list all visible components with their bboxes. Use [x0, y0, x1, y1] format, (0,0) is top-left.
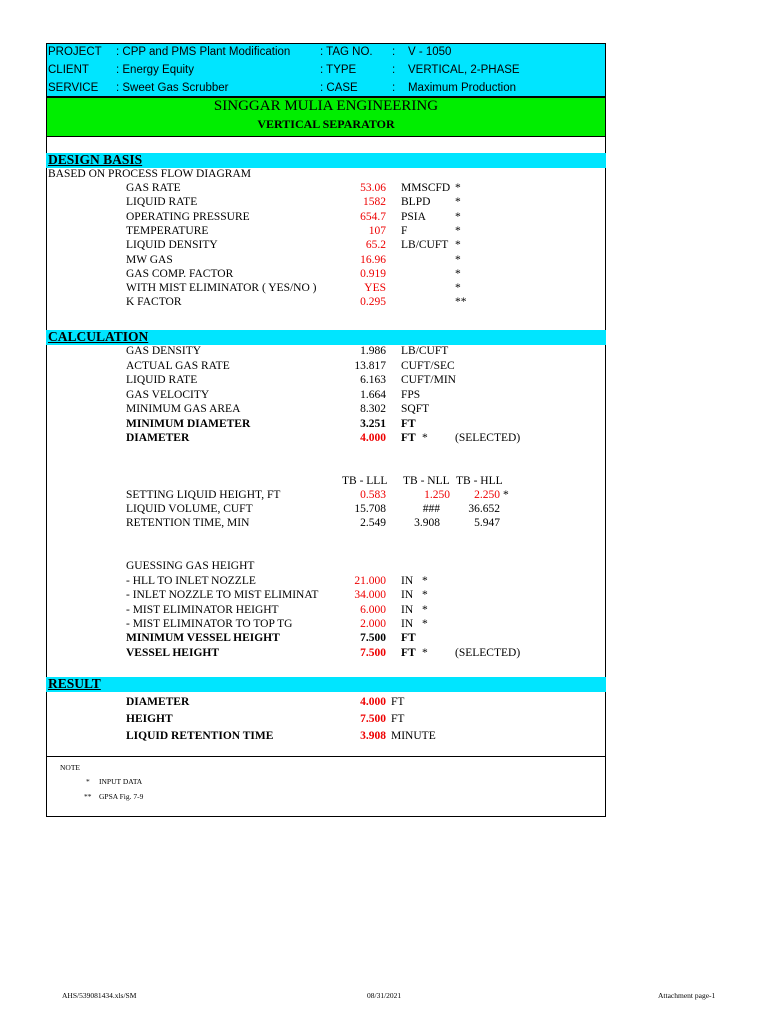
company-name: SINGGAR MULIA ENGINEERING	[213, 98, 439, 114]
retention-time-label: RETENTION TIME, MIN	[126, 517, 250, 529]
design-basis-input-value[interactable]: YES	[364, 282, 386, 295]
project-label: PROJECT	[48, 46, 102, 58]
calculation-label: GAS DENSITY	[126, 345, 202, 357]
diameter-unit: FT	[401, 432, 416, 444]
design-basis-input-value[interactable]: 0.295	[360, 296, 386, 309]
design-basis-label: LIQUID RATE	[126, 196, 198, 209]
guessing-gas-height-heading: GUESSING GAS HEIGHT	[126, 560, 255, 572]
design-basis-input-mark: *	[455, 196, 461, 209]
service-label: SERVICE	[48, 82, 99, 94]
gas-height-unit: IN	[401, 575, 414, 587]
setting-lll-value[interactable]: 0.583	[360, 489, 386, 501]
result-band	[46, 677, 606, 692]
vessel-height-label: VESSEL HEIGHT	[126, 647, 219, 659]
diameter-selected-note: (SELECTED)	[455, 432, 521, 444]
design-basis-unit: MMSCFD	[401, 182, 451, 194]
footer-file-ref: AHS/539081434.xls/SM	[62, 991, 137, 1000]
calculation-unit: CUFT/MIN	[401, 374, 456, 387]
vessel-height-mark: *	[422, 647, 428, 659]
calculation-label: MINIMUM GAS AREA	[126, 403, 241, 416]
case-label: : CASE	[320, 82, 358, 94]
service-value: : Sweet Gas Scrubber	[116, 82, 229, 94]
design-basis-label: GAS RATE	[126, 182, 181, 194]
result-label: LIQUID RETENTION TIME	[126, 730, 274, 742]
client-label: CLIENT	[48, 64, 89, 76]
design-basis-unit: BLPD	[401, 196, 431, 209]
vessel-height-value[interactable]: 7.500	[360, 647, 386, 659]
result-label: HEIGHT	[126, 713, 173, 725]
result-unit: MINUTE	[391, 730, 436, 742]
design-basis-input-value[interactable]: 53.06	[360, 182, 386, 194]
result-value: 4.000	[360, 696, 386, 708]
gas-height-unit: IN	[401, 603, 414, 616]
calculation-heading: CALCULATION	[48, 329, 149, 344]
design-basis-subtitle: BASED ON PROCESS FLOW DIAGRAM	[48, 168, 251, 180]
note-gpsa: GPSA Fig. 7-9	[99, 792, 144, 801]
design-basis-label: TEMPERATURE	[126, 224, 209, 237]
gas-height-label: - INLET NOZZLE TO MIST ELIMINAT	[126, 589, 319, 602]
footer-page: Attachment page-1	[658, 991, 716, 1000]
result-label: DIAMETER	[126, 696, 190, 708]
design-basis-input-value[interactable]: 654.7	[360, 210, 386, 223]
design-basis-unit: F	[401, 224, 408, 237]
gas-height-input-mark: *	[422, 617, 428, 630]
volume-lll-value: 15.708	[354, 503, 386, 515]
tag-value: : V - 1050	[392, 46, 452, 58]
design-basis-input-value[interactable]: 1582	[363, 196, 386, 209]
note-input-data: INPUT DATA	[99, 777, 143, 786]
setting-liquid-height-label: SETTING LIQUID HEIGHT, FT	[126, 489, 281, 501]
footer-date: 08/31/2021	[367, 991, 402, 1000]
client-value: : Energy Equity	[116, 64, 194, 76]
vessel-height-unit: FT	[401, 647, 416, 659]
design-basis-input-mark: *	[455, 253, 461, 266]
col-header-lll: TB - LLL	[342, 475, 388, 487]
gas-height-input-mark: *	[422, 575, 428, 587]
setting-hll-value[interactable]: 2.250	[474, 489, 500, 501]
min-vessel-height-unit: FT	[401, 632, 416, 644]
design-basis-input-mark: *	[455, 239, 461, 252]
design-basis-input-mark: *	[455, 182, 461, 194]
diameter-value[interactable]: 4.000	[360, 432, 386, 444]
design-basis-input-value[interactable]: 65.2	[365, 239, 386, 252]
gas-height-label: - MIST ELIMINATOR TO TOP TG	[126, 617, 293, 630]
result-heading: RESULT	[48, 676, 101, 691]
gas-height-input-mark: *	[422, 589, 428, 602]
gas-height-label: - HLL TO INLET NOZZLE	[126, 575, 256, 587]
gas-height-input-value[interactable]: 21.000	[354, 575, 386, 587]
gas-height-label: - MIST ELIMINATOR HEIGHT	[126, 603, 279, 616]
result-unit: FT	[391, 713, 405, 725]
result-value: 7.500	[360, 713, 386, 725]
result-unit: FT	[391, 696, 405, 708]
design-basis-input-mark: *	[455, 267, 461, 280]
calculation-value: 13.817	[354, 359, 386, 372]
setting-nll-value[interactable]: 1.250	[424, 489, 450, 501]
design-basis-input-value[interactable]: 107	[368, 224, 386, 237]
design-basis-label: MW GAS	[126, 253, 173, 266]
retention-hll-value: 5.947	[474, 517, 500, 529]
gas-height-input-value[interactable]: 6.000	[360, 603, 386, 616]
design-basis-input-value[interactable]: 16.96	[360, 253, 386, 266]
calculation-value: 1.664	[360, 388, 386, 401]
calculation-value: 1.986	[360, 345, 386, 357]
design-basis-input-mark: *	[455, 210, 461, 223]
gas-height-unit: IN	[401, 617, 414, 630]
design-basis-label: OPERATING PRESSURE	[126, 210, 250, 223]
diameter-mark: *	[422, 432, 428, 444]
volume-nll-value: ###	[422, 503, 440, 515]
note-mark-gpsa: **	[84, 792, 92, 801]
result-value: 3.908	[360, 730, 386, 742]
calculation-label: ACTUAL GAS RATE	[126, 359, 230, 372]
setting-mark: *	[503, 489, 509, 501]
gas-height-input-value[interactable]: 34.000	[354, 589, 386, 602]
min-vessel-height-label: MINIMUM VESSEL HEIGHT	[126, 632, 280, 644]
design-basis-label: GAS COMP. FACTOR	[126, 267, 234, 280]
design-basis-input-mark: *	[455, 282, 461, 295]
retention-nll-value: 3.908	[414, 517, 440, 529]
design-basis-label: LIQUID DENSITY	[126, 239, 218, 252]
note-mark-input: *	[86, 777, 90, 786]
gas-height-input-value[interactable]: 2.000	[360, 617, 386, 630]
calculation-unit: FPS	[401, 388, 421, 401]
calculation-unit: SQFT	[401, 403, 430, 416]
volume-hll-value: 36.652	[468, 503, 500, 515]
min-diameter-label: MINIMUM DIAMETER	[126, 418, 251, 430]
min-vessel-height-value: 7.500	[360, 632, 386, 644]
tag-label: : TAG NO.	[320, 46, 373, 58]
retention-lll-value: 2.549	[360, 517, 386, 529]
case-value: : Maximum Production	[392, 82, 516, 94]
design-basis-label: K FACTOR	[126, 296, 182, 309]
col-header-hll: TB - HLL	[456, 475, 503, 487]
design-basis-label: WITH MIST ELIMINATOR ( YES/NO )	[126, 282, 317, 295]
calculation-label: GAS VELOCITY	[126, 388, 210, 401]
type-value: : VERTICAL, 2-PHASE	[392, 64, 520, 76]
gas-height-unit: IN	[401, 589, 414, 602]
diameter-label: DIAMETER	[126, 432, 190, 444]
design-basis-input-mark: **	[455, 296, 467, 309]
liquid-volume-label: LIQUID VOLUME, CUFT	[126, 503, 253, 515]
design-basis-heading: DESIGN BASIS	[48, 152, 143, 167]
notes-box	[46, 756, 606, 818]
design-basis-unit: PSIA	[401, 210, 426, 223]
calculation-unit: CUFT/SEC	[401, 359, 455, 372]
calculation-unit: LB/CUFT	[401, 345, 449, 357]
calculation-value: 6.163	[360, 374, 386, 387]
calculation-value: 8.302	[360, 403, 386, 416]
col-header-nll: TB - NLL	[403, 475, 450, 487]
calculation-label: LIQUID RATE	[126, 374, 198, 387]
design-basis-input-value[interactable]: 0.919	[360, 267, 386, 280]
vessel-height-selected-note: (SELECTED)	[455, 647, 521, 659]
gas-height-input-mark: *	[422, 603, 428, 616]
type-label: : TYPE	[320, 64, 357, 76]
design-basis-input-mark: *	[455, 224, 461, 237]
document-title: VERTICAL SEPARATOR	[257, 117, 395, 131]
design-basis-unit: LB/CUFT	[401, 239, 449, 252]
min-diameter-unit: FT	[401, 418, 416, 430]
notes-title: NOTE	[60, 763, 80, 772]
project-value: : CPP and PMS Plant Modification	[116, 46, 291, 58]
min-diameter-value: 3.251	[360, 418, 386, 430]
